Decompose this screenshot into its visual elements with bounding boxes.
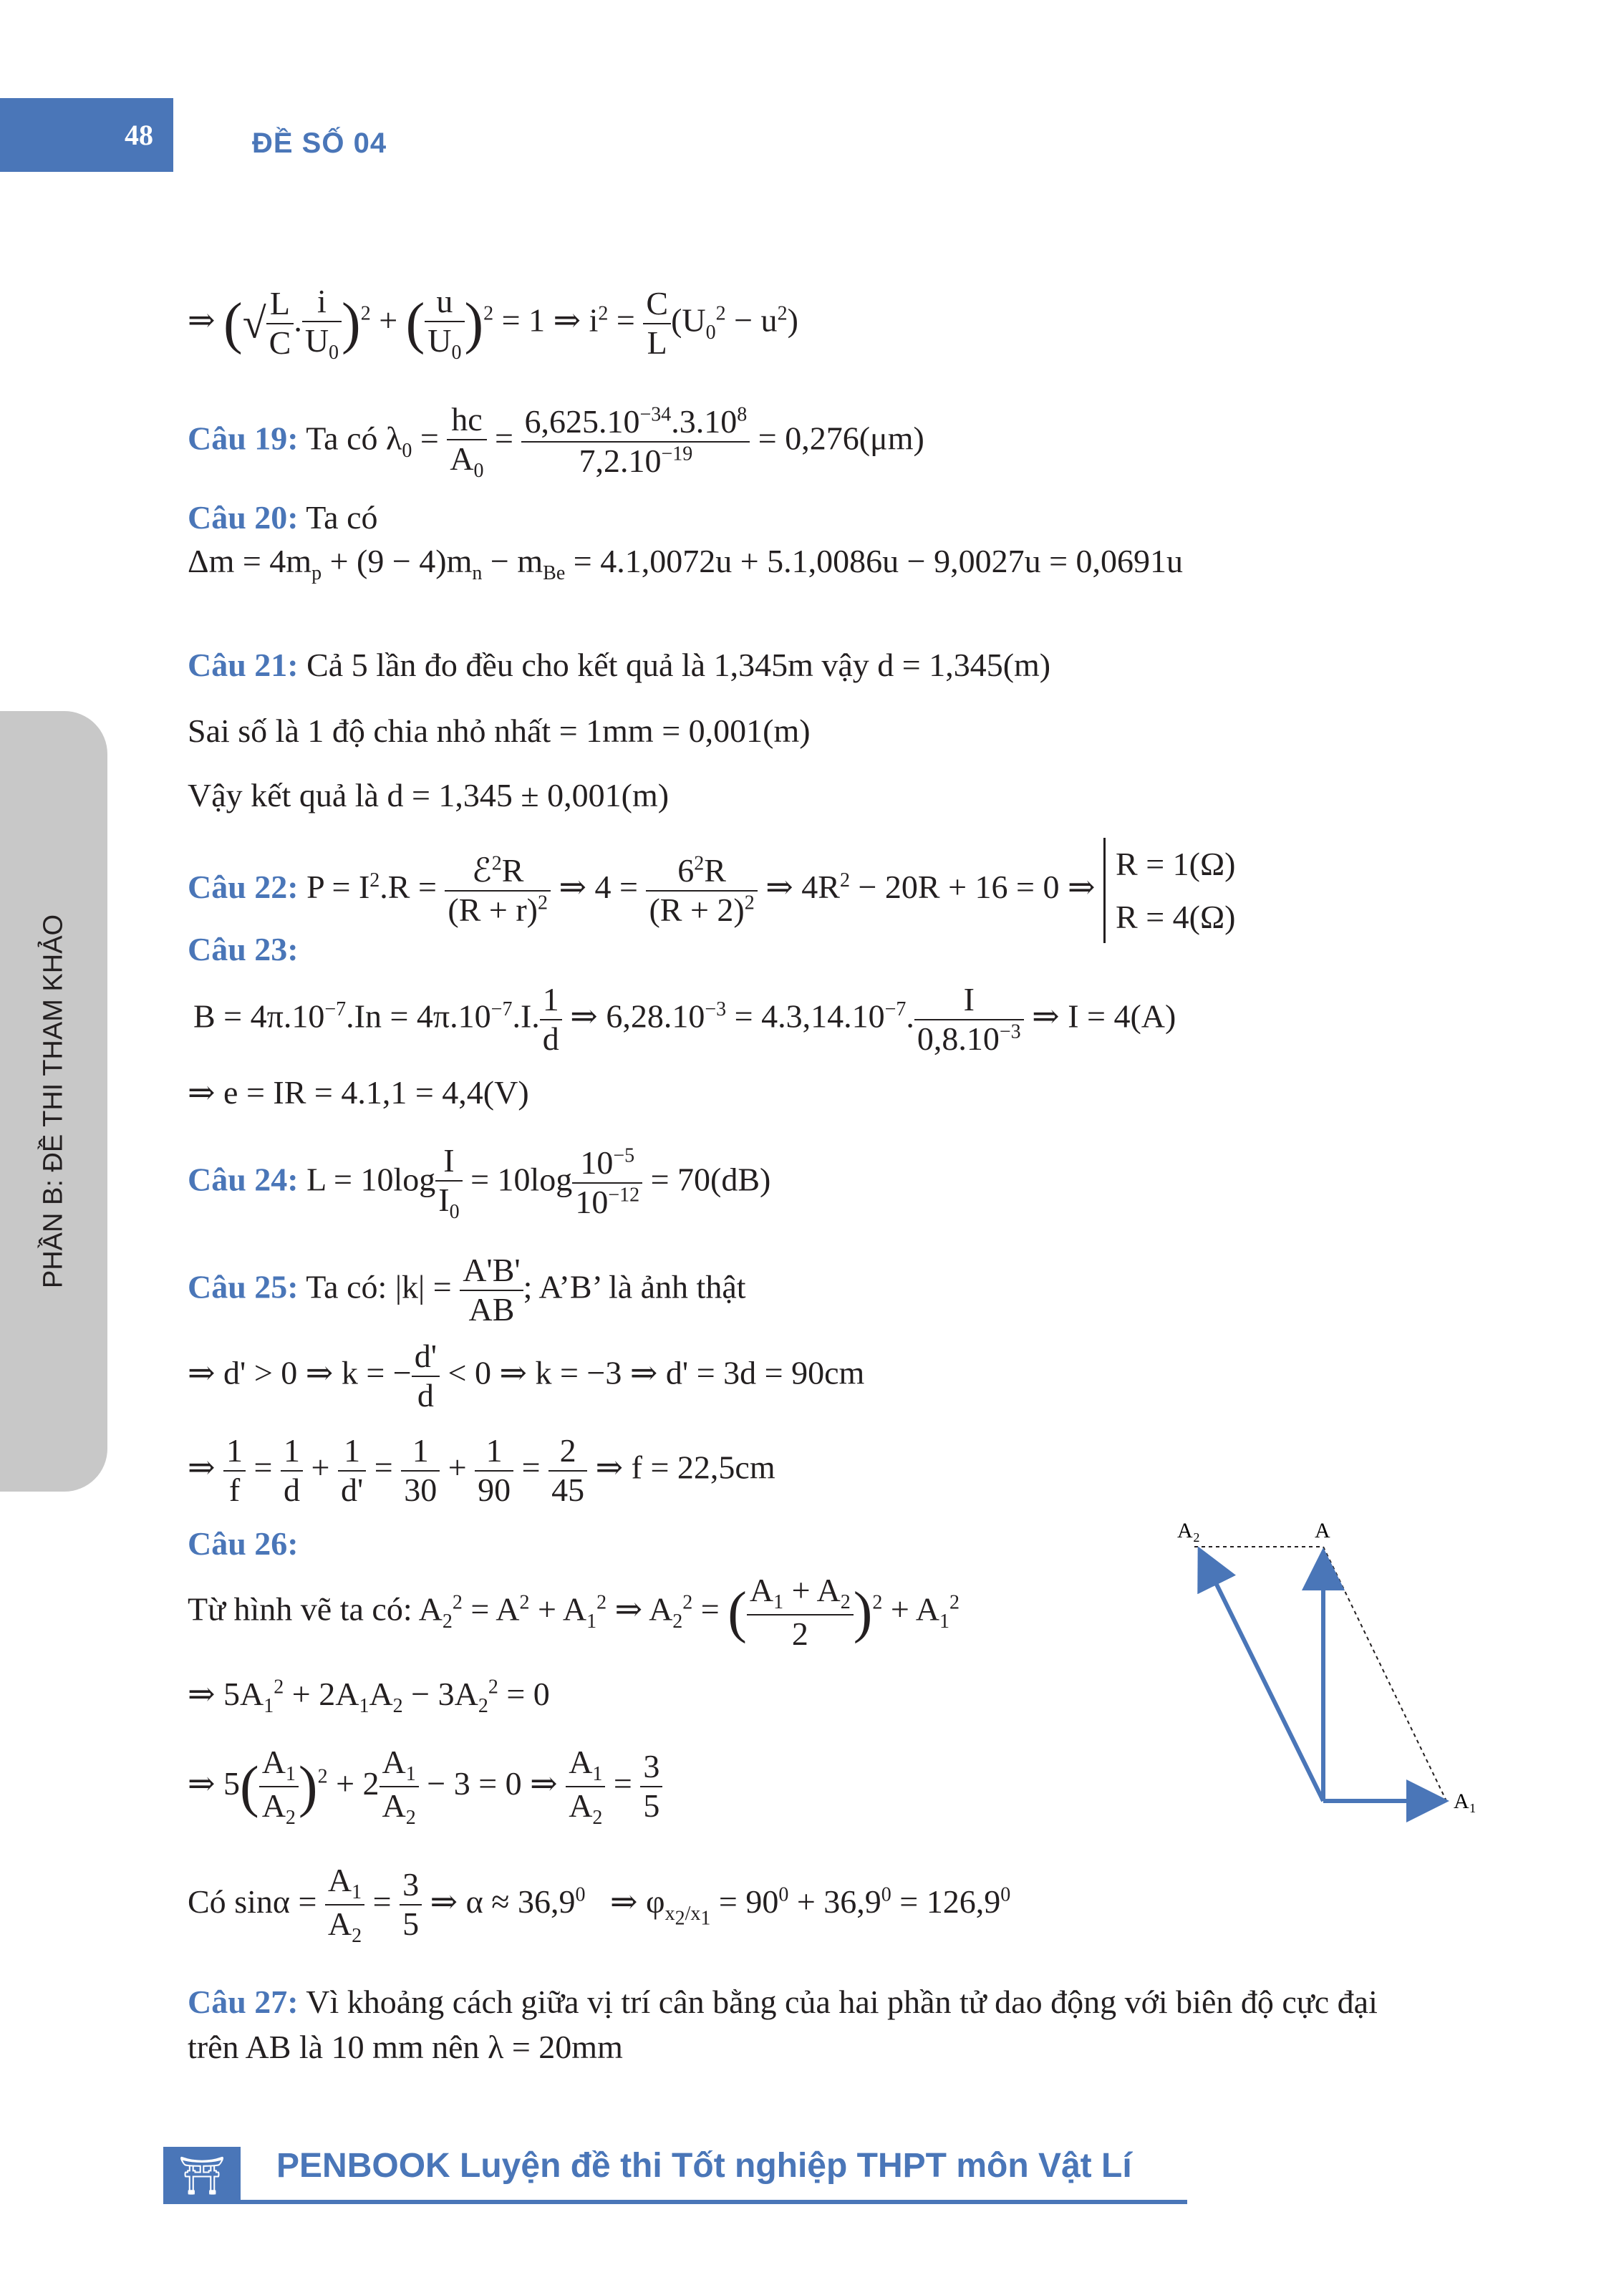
question-text: Ta có [306,499,378,536]
text: Vì khoảng cách giữa vị trí cân bằng của hai phần tử dao động với biên độ cực đại [306,1984,1378,2020]
question-26 [188,1525,299,1563]
vector-diagram [1174,1515,1489,1844]
question-label: Câu 26: [188,1525,299,1562]
question-text: Cả 5 lần đo đều cho kết quả là 1,345m vậy [306,647,869,683]
dashed-line [1323,1547,1446,1801]
text: Từ hình vẽ ta có: [188,1590,412,1628]
equation-line: Sai số là 1 độ chia nhỏ nhất = 1mm = 0,001(m) [188,713,811,749]
equation-line: Có sinα = $\frac{A_1}{A_2}$ = $\frac{3}{5}$ ⇒ $\alpha \approx 36,9^0$ ⇒ $\varphi_{x_2/x_1} = 90^0 + 36,9^0 = 126,9^0$ [188,1862,1011,1948]
text: Có [188,1883,226,1920]
equation-line: ⇒ e = IR = 4.1,1 = 4,4(V) [188,1074,529,1111]
equation-line: ⇒ $5A_1^2 + 2A_1A_2 - 3A_2^2 = 0$ [188,1676,550,1718]
question-22: Câu 22: $P = I^2.R$ = $\frac{ℰ^2R}{(R + r)^2}$ ⇒ 4 = $\frac{6^2R}{(R + 2)^2}$ ⇒ $4R^2 - 20R + 16 = 0$ ⇒ R = 1(Ω) R = 4(Ω) [188,838,1236,943]
label-a1: A₁ [1454,1789,1477,1813]
question-label: Câu 21: [188,647,299,683]
equation-line: $B = 4\pi.10^{-7}.In = 4\pi.10^{-7}.I$. $\frac{1}{d}$ ⇒ $6,28.10^{-3} = 4.3,14.10^{-7}$. $\frac{I}{0,8.10^{-3}}$ ⇒ I = 4(A) [193,981,1176,1057]
question-20 [188,499,378,537]
question-text: Ta có [306,420,378,457]
question-label: Câu 25: [188,1268,299,1305]
equation-line: ⇒ $\frac{1}{f}$ = $\frac{1}{d}$ + $\frac{1}{d'}$ = $\frac{1}{30}$ + $\frac{1}{90}$ = $\frac{2}{45}$ ⇒ f = 22,5cm [188,1432,775,1508]
equation-line: trên AB là 10 mm nên λ = 20mm [188,2029,623,2065]
question-23 [188,931,299,969]
question-24: Câu 24: L = 10log $\frac{I}{I_0}$ = 10log $\frac{10^{-5}}{10^{-12}}$ = 70(dB) [188,1142,771,1224]
text: ; A’B’ là ảnh thật [523,1268,746,1305]
question-label: Câu 22: [188,869,299,906]
question-label: Câu 20: [188,499,299,536]
question-label: Câu 19: [188,420,299,457]
question-19: Câu 19: Ta có $\lambda_0$ = $\frac{hc}{A_0}$ = $\frac{6,625.10^{-34}.3.10^8}{7,2.10^{-19}}$ = 0,276(μm) [188,401,924,483]
page-number: 48 [125,119,153,151]
label-a: A [1315,1519,1330,1542]
footer-text: PENBOOK Luyện đề thi Tốt nghiệp THPT môn Vật Lí [276,2147,1132,2185]
question-label: Câu 23: [188,931,299,967]
footer-bar [163,2200,1187,2204]
equation-line: ⇒ 5( $\frac{A_1}{A_2}$ )$^2$ + 2 $\frac{A_1}{A_2}$ − 3 = 0 ⇒ $\frac{A_1}{A_2}$ = $\frac{3}{5}$ [188,1744,662,1830]
side-tab-label: PHẦN B: ĐỀ THI THAM KHẢO [38,914,69,1289]
question-label: Câu 24: [188,1161,299,1198]
equation-line: ⇒ d' > 0 ⇒ k = − $\frac{d'}{d}$ < 0 ⇒ k = −3 ⇒ d' = 3d = 90cm [188,1338,865,1414]
text: Vậy kết quả là [188,777,379,813]
question-27 [188,1984,1378,2022]
equation-line: ⇒ (√ $\frac{L}{C}$ . $\frac{i}{U_0}$ )$^2$ + ( $\frac{u}{U_0}$ )$^2$ = 1 ⇒ $i^2$ = $\frac{C}{L}$ $(U_0^2 - u^2)$ [188,283,798,364]
section-title: ĐỀ SỐ 04 [252,127,387,159]
label-a2: A₂ [1177,1519,1201,1542]
vector-a2 [1202,1554,1323,1801]
penbook-logo-icon: ⛩ [163,2147,241,2204]
question-25: Câu 25: Ta có: |k| = $\frac{A'B'}{AB}$ ; A’B’ là ảnh thật [188,1252,746,1328]
text: trên AB là 10 mm nên [188,2029,480,2065]
text: Sai số là 1 độ chia nhỏ nhất = [188,713,578,749]
equation-line: Vậy kết quả là d = 1,345 ± 0,001(m) [188,777,670,813]
equation-line: $\Delta m = 4m_p + (9 - 4)m_n - m_{Be} = 4.1,0072u + 5.1,0086u - 9,0027u = 0,0691u$ [188,543,1184,585]
question-text: Ta có: [306,1268,387,1305]
question-21: Câu 21: Cả 5 lần đo đều cho kết quả là 1,345m vậy d = 1,345(m) [188,647,1051,683]
equation-line: Từ hình vẽ ta có: $A_2^2 = A^2 + A_1^2$ ⇒ $A_2^2$ = ( $\frac{A_1 + A_2}{2}$ )$^2 + A_1^2$ [188,1572,960,1653]
question-label: Câu 27: [188,1984,299,2020]
